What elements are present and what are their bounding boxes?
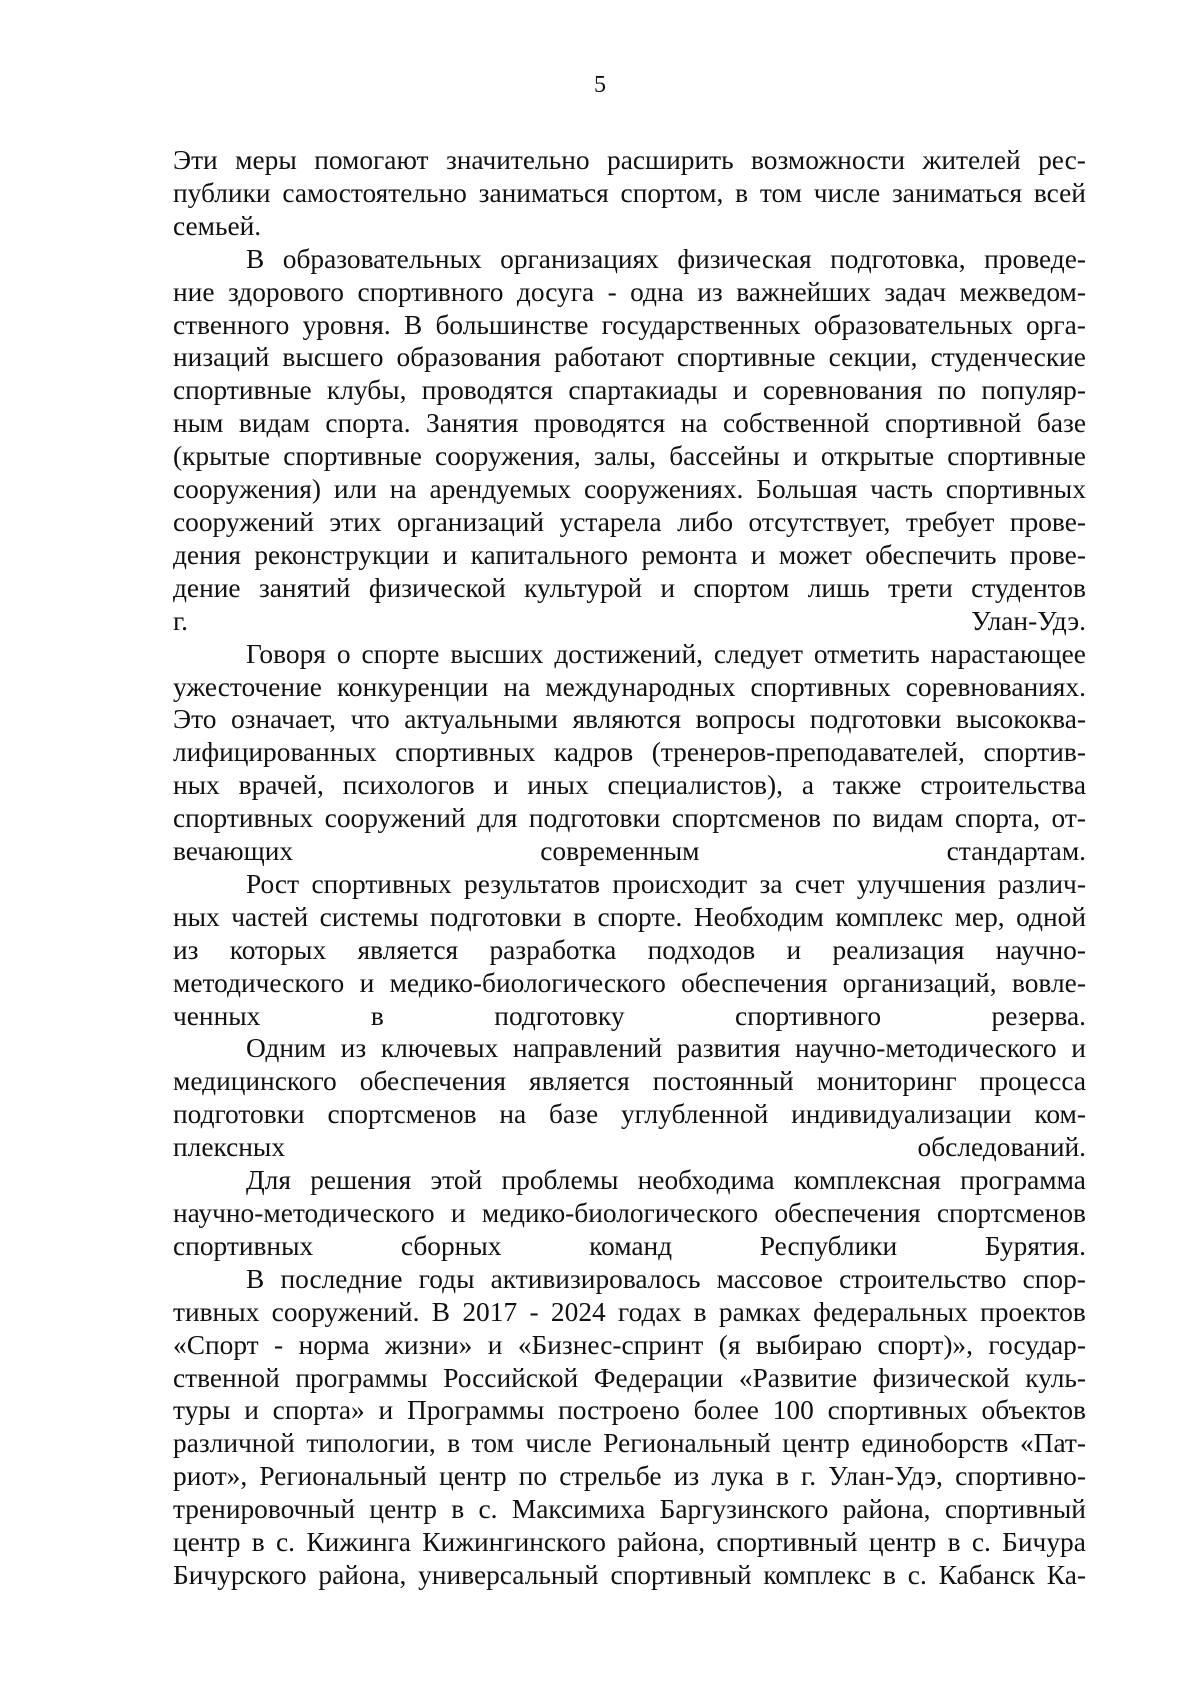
text-line: ственного уровня. В большинстве государственных образовательных орга- bbox=[173, 309, 1086, 340]
paragraph bbox=[173, 1032, 1086, 1164]
text-line: сооружения) или на арендуемых сооружениях. Большая часть спортивных bbox=[173, 474, 1086, 505]
paragraph bbox=[173, 243, 1086, 638]
text-line: научно-методического и медико-биологического обеспечения спортсменов bbox=[173, 1198, 1086, 1228]
text-line: Для решения этой проблемы необходима комплексная программа bbox=[246, 1165, 1086, 1196]
paragraph bbox=[173, 1164, 1086, 1263]
text-line: риот», Региональный центр по стрельбе из лука в г. Улан-Удэ, спортивно- bbox=[173, 1461, 1086, 1492]
text-line: «Спорт - норма жизни» и «Бизнес-спринт (я выбираю спорт)», государ- bbox=[173, 1329, 1086, 1360]
text-line: туры и спорта» и Программы построено более 100 спортивных объектов bbox=[173, 1395, 1086, 1426]
page-number: 5 bbox=[594, 72, 606, 98]
text-line: Одним из ключевых направлений развития научно-методического и bbox=[246, 1033, 1086, 1064]
text-line: ным видам спорта. Занятия проводятся на собственной спортивной базе bbox=[173, 408, 1086, 439]
text-line: ние здорового спортивного досуга - одна из важнейших задач межведом- bbox=[173, 276, 1086, 307]
paragraph bbox=[173, 144, 1086, 243]
text-line: сооружений этих организаций устарела либо отсутствует, требует прове- bbox=[173, 506, 1086, 537]
document-body bbox=[173, 144, 1086, 1592]
text-line: ных врачей, психологов и иных специалистов), а также строительства bbox=[173, 770, 1086, 801]
text-line: Это означает, что актуальными являются вопросы подготовки высококва- bbox=[173, 704, 1086, 735]
text-line: ужесточение конкуренции на международных спортивных соревнованиях. bbox=[173, 671, 1086, 702]
text-line: тивных сооружений. В 2017 - 2024 годах в рамках федеральных проектов bbox=[173, 1296, 1086, 1327]
text-line: методического и медико-биологического обеспечения организаций, вовле- bbox=[173, 967, 1086, 998]
text-line: центр в с. Кижинга Кижингинского района, спортивный центр в с. Бичура bbox=[173, 1527, 1086, 1558]
text-line: тренировочный центр в с. Максимиха Баргузинского района, спортивный bbox=[173, 1494, 1086, 1525]
text-line: ственной программы Российской Федерации «Развитие физической куль- bbox=[173, 1362, 1086, 1393]
text-line: различной типологии, в том числе Региональный центр единоборств «Пат- bbox=[173, 1428, 1086, 1459]
text-line: из которых является разработка подходов и реализация научно- bbox=[173, 934, 1086, 965]
text-line: В образовательных организациях физическая подготовка, проведе- bbox=[246, 243, 1086, 274]
text-line: Эти меры помогают значительно расширить возможности жителей рес- bbox=[173, 145, 1086, 175]
text-line: публики самостоятельно заниматься спортом, в том числе заниматься всей bbox=[173, 177, 1086, 208]
text-line: спортивные клубы, проводятся спартакиады и соревнования по популяр- bbox=[173, 375, 1086, 406]
text-line: семьей. bbox=[173, 210, 262, 241]
text-line: Бичурского района, универсальный спортивный комплекс в с. Кабанск Ка- bbox=[173, 1559, 1086, 1590]
text-line: подготовки спортсменов на базе углубленной индивидуализации ком- bbox=[173, 1099, 1086, 1130]
text-line: ченных в подготовку спортивного резерва. bbox=[173, 1000, 1086, 1031]
text-line: лифицированных спортивных кадров (тренеров-преподавателей, спортив- bbox=[173, 737, 1086, 768]
paragraph bbox=[173, 638, 1086, 868]
text-line: ных частей системы подготовки в спорте. Необходим комплекс мер, одной bbox=[173, 901, 1086, 932]
text-line: Рост спортивных результатов происходит за счет улучшения различ- bbox=[246, 868, 1086, 899]
text-line: Говоря о спорте высших достижений, следует отметить нарастающее bbox=[246, 638, 1086, 669]
text-line: низаций высшего образования работают спортивные секции, студенческие bbox=[173, 342, 1086, 373]
text-line: дение занятий физической культурой и спортом лишь трети студентов bbox=[173, 572, 1086, 603]
text-line: (крытые спортивные сооружения, залы, бассейны и открытые спортивные bbox=[173, 441, 1086, 472]
paragraph bbox=[173, 1263, 1086, 1592]
text-line: В последние годы активизировалось массовое строительство спор- bbox=[246, 1263, 1086, 1294]
paragraph bbox=[173, 868, 1086, 1033]
text-line: спортивных сооружений для подготовки спортсменов по видам спорта, от- bbox=[173, 803, 1086, 834]
text-line: медицинского обеспечения является постоянный мониторинг процесса bbox=[173, 1066, 1086, 1097]
text-line: г. Улан-Удэ. bbox=[173, 605, 1086, 636]
text-line: спортивных сборных команд Республики Бурятия. bbox=[173, 1230, 1086, 1261]
text-line: дения реконструкции и капитального ремонта и может обеспечить прове- bbox=[173, 539, 1086, 570]
text-line: вечающих современным стандартам. bbox=[173, 836, 1086, 867]
text-line: плексных обследований. bbox=[173, 1132, 1086, 1163]
